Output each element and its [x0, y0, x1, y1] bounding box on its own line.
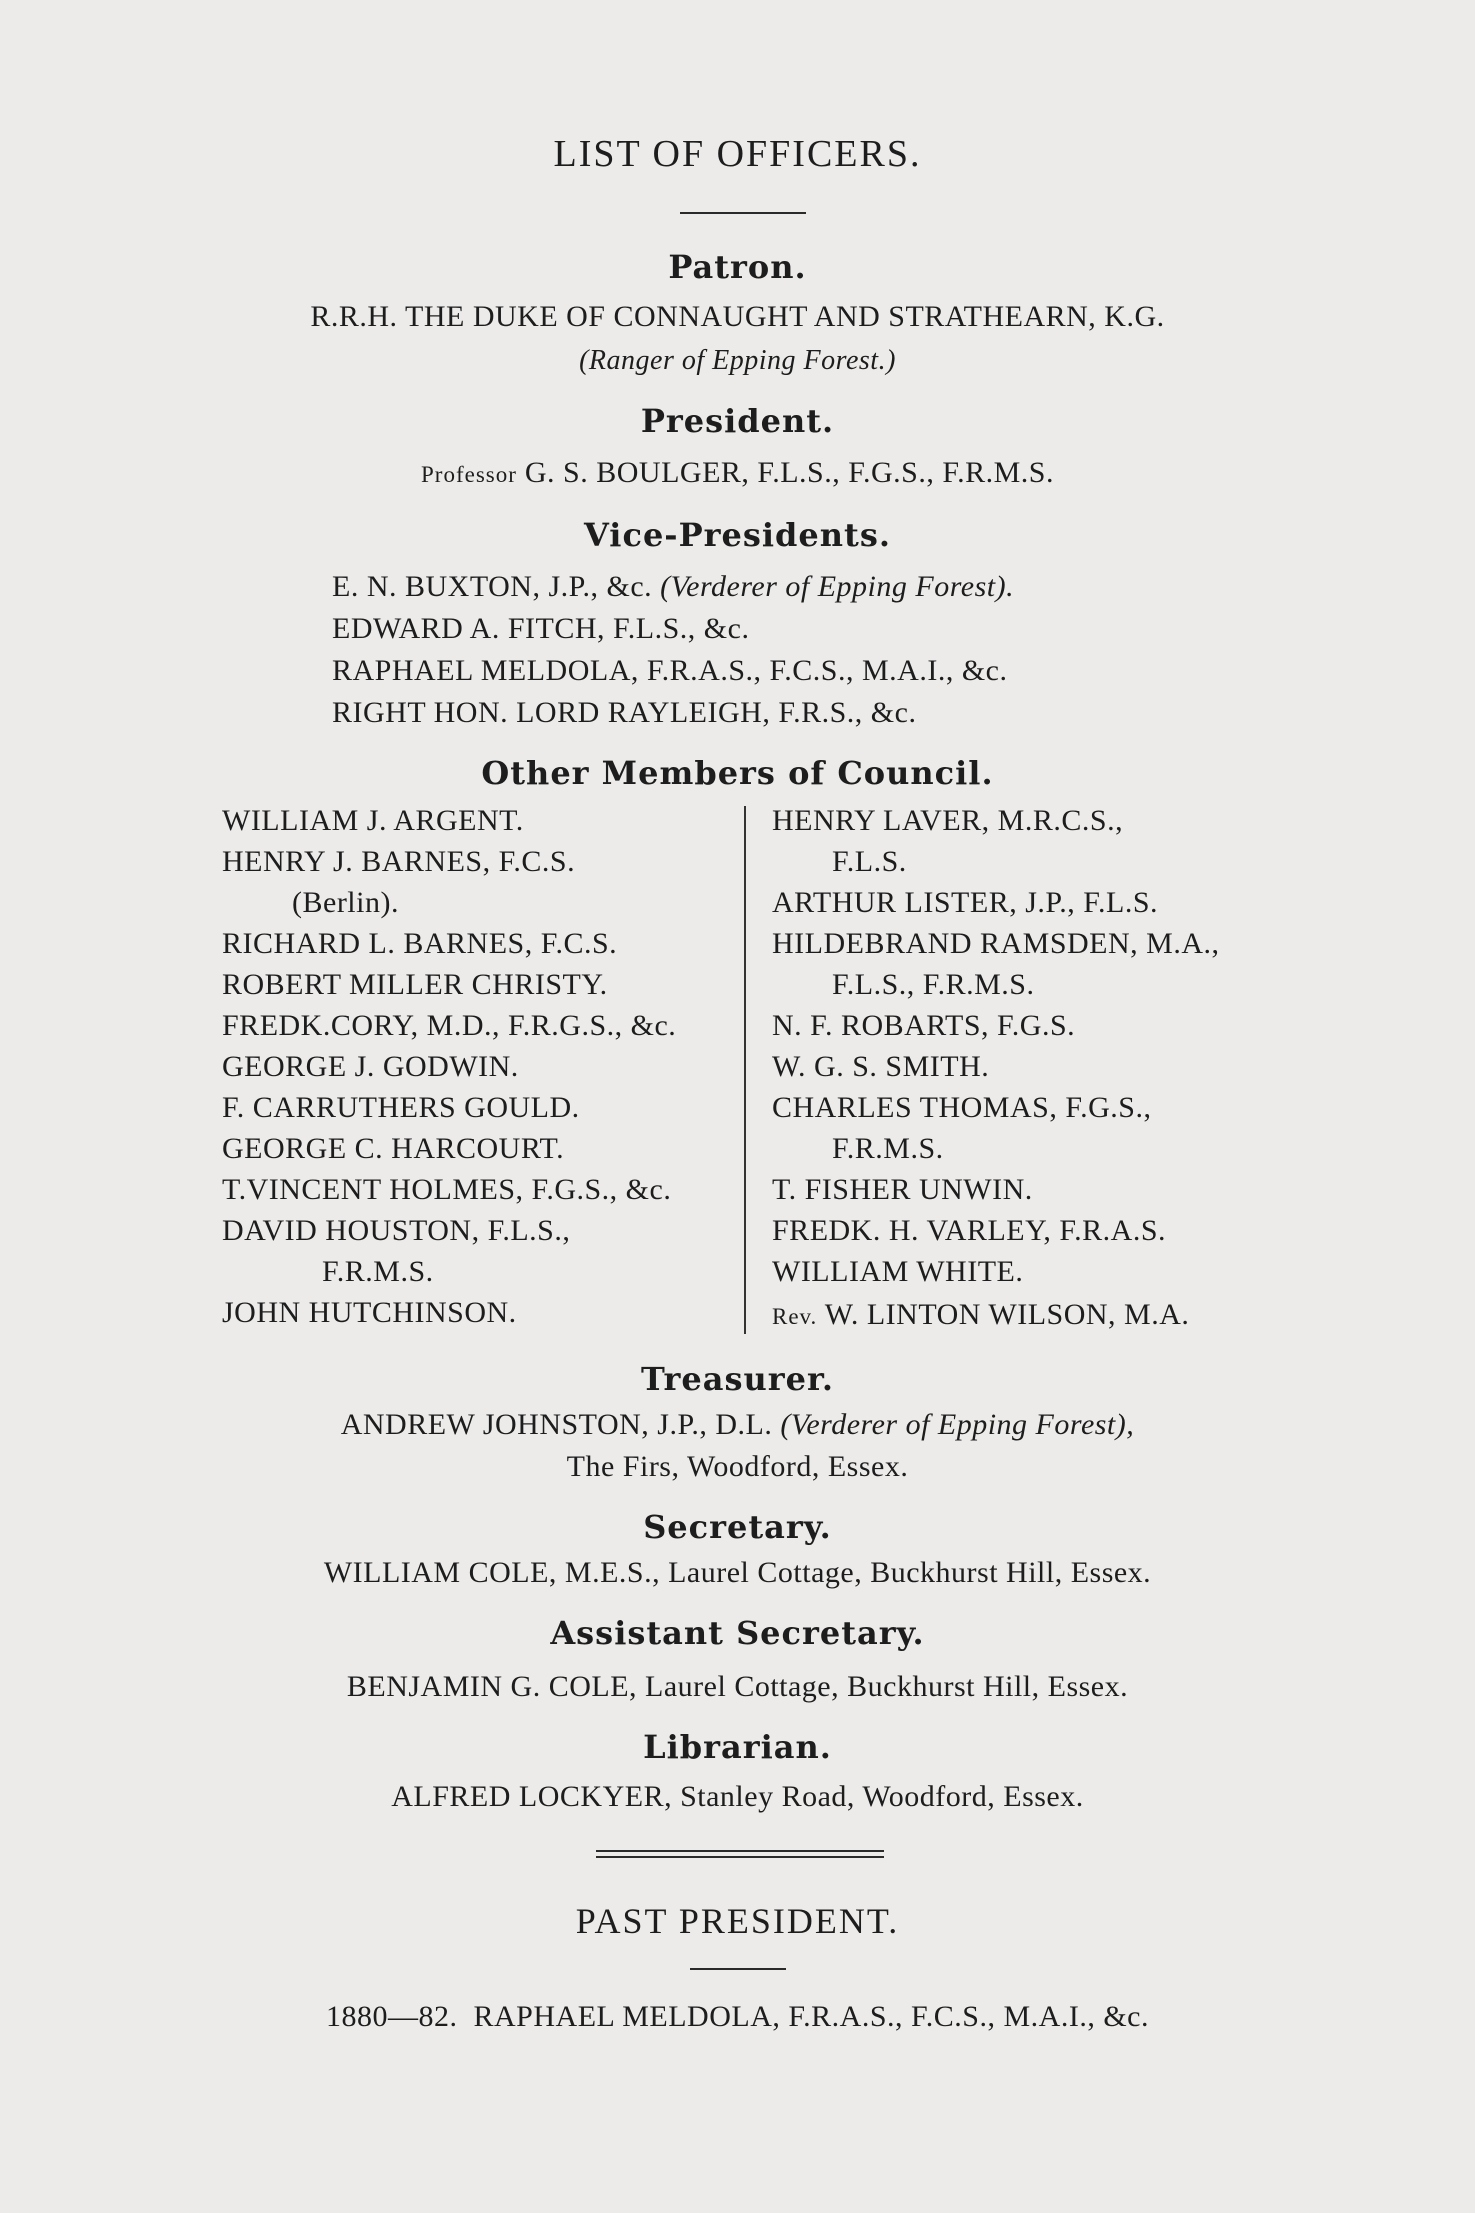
- vice-president-item: EDWARD A. FITCH, F.L.S., &c.: [332, 612, 750, 645]
- council-heading: Other Members of Council.: [481, 754, 994, 792]
- vice-president-note: (Verderer of Epping Forest).: [660, 570, 1015, 603]
- council-member: GEORGE J. GODWIN.: [222, 1050, 519, 1083]
- council-member: (Berlin).: [292, 886, 399, 919]
- council-member: ARTHUR LISTER, J.P., F.L.S.: [772, 886, 1159, 919]
- council-member: [772, 1298, 1189, 1332]
- president-name: G. S. BOULGER, F.L.S., F.G.S., F.R.M.S.: [524, 456, 1054, 489]
- treasurer-name: ANDREW JOHNSTON, J.P., D.L.: [340, 1408, 773, 1441]
- patron-role: (Ranger of Epping Forest.): [579, 345, 896, 376]
- council-member: N. F. ROBARTS, F.G.S.: [772, 1009, 1076, 1042]
- page-title: LIST OF OFFICERS.: [553, 133, 922, 175]
- council-member: ROBERT MILLER CHRISTY.: [222, 968, 608, 1001]
- president-heading: President.: [640, 402, 835, 440]
- vice-president-name: E. N. BUXTON, J.P., &c.: [332, 570, 653, 603]
- past-president-heading: PAST PRESIDENT.: [575, 1901, 900, 1941]
- section-rule-bottom: [596, 1856, 884, 1858]
- council-member: WILLIAM WHITE.: [772, 1255, 1024, 1288]
- council-member: HENRY J. BARNES, F.C.S.: [222, 845, 576, 878]
- vice-president-item: RAPHAEL MELDOLA, F.R.A.S., F.C.S., M.A.I., &c.: [332, 654, 1008, 687]
- past-president-rule: [690, 1968, 786, 1970]
- treasurer-line: [0, 1408, 1475, 1442]
- council-member: F.R.M.S.: [832, 1132, 944, 1165]
- assistant-secretary-line: BENJAMIN G. COLE, Laurel Cottage, Buckhurst Hill, Essex.: [346, 1670, 1129, 1703]
- column-divider: [744, 806, 746, 1334]
- council-member-prefix: Rev.: [772, 1304, 818, 1329]
- council-member: FREDK. H. VARLEY, F.R.A.S.: [772, 1214, 1167, 1247]
- treasurer-note: (Verderer of Epping Forest),: [780, 1408, 1135, 1441]
- past-president-line: 1880—82. RAPHAEL MELDOLA, F.R.A.S., F.C.S., M.A.I., &c.: [326, 2000, 1149, 2033]
- council-member: CHARLES THOMAS, F.G.S.,: [772, 1091, 1152, 1124]
- council-member: RICHARD L. BARNES, F.C.S.: [222, 927, 618, 960]
- treasurer-heading: Treasurer.: [641, 1360, 834, 1398]
- council-member: W. G. S. SMITH.: [772, 1050, 990, 1083]
- council-member: WILLIAM J. ARGENT.: [222, 804, 524, 837]
- vice-president-item: [332, 570, 1014, 604]
- council-member: F.L.S.: [832, 845, 907, 878]
- vice-president-item: RIGHT HON. LORD RAYLEIGH, F.R.S., &c.: [332, 696, 917, 729]
- librarian-heading: Librarian.: [643, 1728, 832, 1766]
- president-prefix: Professor: [421, 462, 517, 487]
- council-member: T.VINCENT HOLMES, F.G.S., &c.: [222, 1173, 672, 1206]
- vice-presidents-heading: Vice-Presidents.: [584, 516, 891, 554]
- council-member-name: W. LINTON WILSON, M.A.: [824, 1298, 1190, 1331]
- assistant-secretary-heading: Assistant Secretary.: [550, 1614, 925, 1652]
- secretary-heading: Secretary.: [643, 1508, 832, 1546]
- council-member: JOHN HUTCHINSON.: [222, 1296, 517, 1329]
- council-member: F.R.M.S.: [322, 1255, 434, 1288]
- section-rule-top: [596, 1850, 884, 1852]
- council-member: DAVID HOUSTON, F.L.S.,: [222, 1214, 571, 1247]
- patron-name: R.R.H. THE DUKE OF CONNAUGHT AND STRATHEARN, K.G.: [310, 300, 1165, 333]
- council-member: F.L.S., F.R.M.S.: [832, 968, 1035, 1001]
- council-member: HILDEBRAND RAMSDEN, M.A.,: [772, 927, 1220, 960]
- president-line: [0, 456, 1475, 490]
- council-member: T. FISHER UNWIN.: [772, 1173, 1033, 1206]
- librarian-line: ALFRED LOCKYER, Stanley Road, Woodford, Essex.: [391, 1780, 1084, 1813]
- council-member: F. CARRUTHERS GOULD.: [222, 1091, 580, 1124]
- title-rule: [680, 212, 806, 214]
- council-member: FREDK.CORY, M.D., F.R.G.S., &c.: [222, 1009, 677, 1042]
- council-member: HENRY LAVER, M.R.C.S.,: [772, 804, 1124, 837]
- secretary-line: WILLIAM COLE, M.E.S., Laurel Cottage, Buckhurst Hill, Essex.: [323, 1556, 1152, 1589]
- treasurer-address: The Firs, Woodford, Essex.: [566, 1450, 909, 1483]
- council-member: GEORGE C. HARCOURT.: [222, 1132, 565, 1165]
- patron-heading: Patron.: [668, 248, 807, 286]
